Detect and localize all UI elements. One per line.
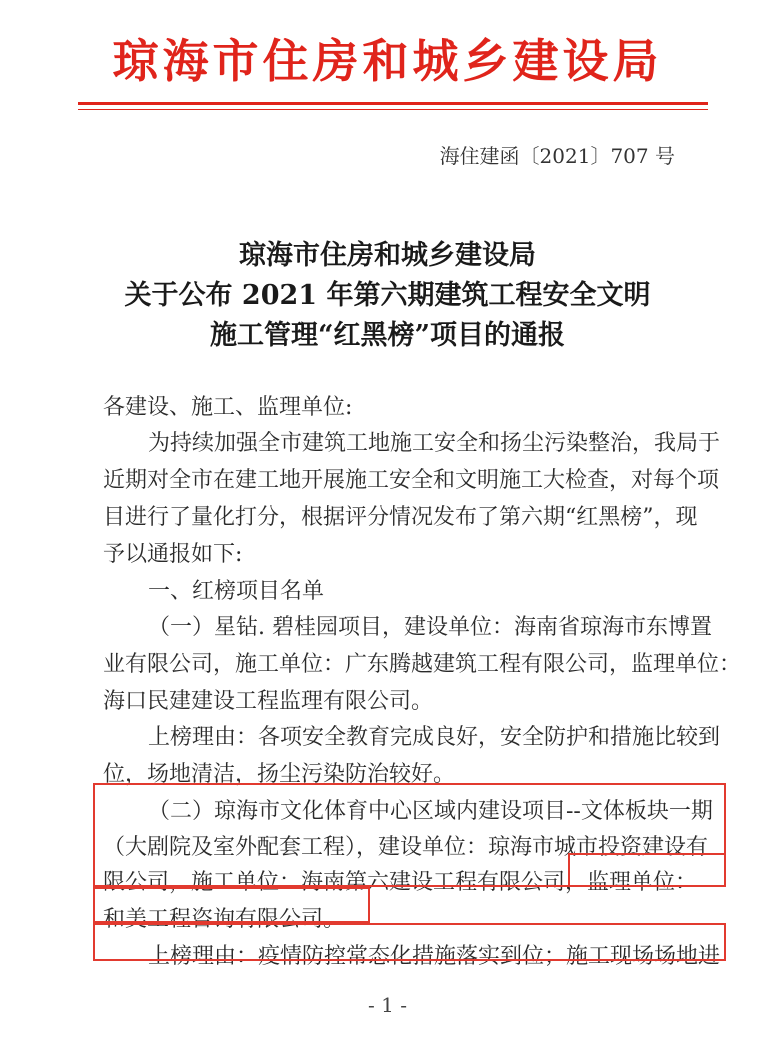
salutation: 各建设、施工、监理单位:	[103, 395, 353, 420]
item2-line: 限公司，施工单位：海南第六建设工程有限公司，监理单位：	[103, 870, 698, 895]
letterhead-rule-thin	[78, 109, 708, 110]
intro-line: 为持续加强全市建筑工地施工安全和扬尘污染整治，我局于	[148, 431, 721, 456]
item1-line: 海口民建建设工程监理有限公司。	[103, 689, 434, 714]
intro-line: 目进行了量化打分，根据评分情况发布了第六期“红黑榜”，现	[103, 505, 698, 530]
document-number: 海住建函〔2021〕707 号	[439, 144, 675, 168]
item1-line: （一）星钻. 碧桂园项目，建设单位：海南省琼海市东博置	[148, 615, 712, 640]
section-heading: 一、红榜项目名单	[148, 579, 325, 604]
highlight-box-supervisor-name	[93, 887, 370, 923]
intro-line: 予以通报如下:	[103, 542, 243, 567]
item1-reason-line: 上榜理由：各项安全教育完成良好，安全防护和措施比较到	[148, 725, 721, 750]
highlight-box-supervisor-label	[568, 853, 726, 887]
item1-line: 业有限公司，施工单位：广东腾越建筑工程有限公司，监理单位：	[103, 652, 742, 677]
page-number: - 1 -	[368, 993, 407, 1017]
item2-line: 和美工程咨询有限公司。	[103, 907, 346, 932]
letterhead-title: 琼海市住房和城乡建设局	[112, 34, 663, 88]
letterhead-rule-thick	[78, 102, 708, 105]
intro-line: 近期对全市在建工地开展施工安全和文明施工大检查，对每个项	[103, 468, 720, 493]
item1-reason-line: 位，场地清洁，扬尘污染防治较好。	[103, 762, 456, 787]
item2-line: （二）琼海市文化体育中心区域内建设项目--文体板块一期	[148, 799, 713, 824]
item2-reason-line: 上榜理由：疫情防控常态化措施落实到位；施工现场场地进	[148, 944, 721, 969]
item2-line: （大剧院及室外配套工程），建设单位：琼海市城市投资建设有	[103, 835, 709, 860]
highlight-box-reason	[93, 923, 726, 961]
doc-title-line-1: 琼海市住房和城乡建设局	[239, 240, 536, 271]
doc-title-line-2: 关于公布 2021 年第六期建筑工程安全文明	[124, 280, 651, 311]
doc-title-line-3: 施工管理“红黑榜”项目的通报	[209, 320, 566, 351]
